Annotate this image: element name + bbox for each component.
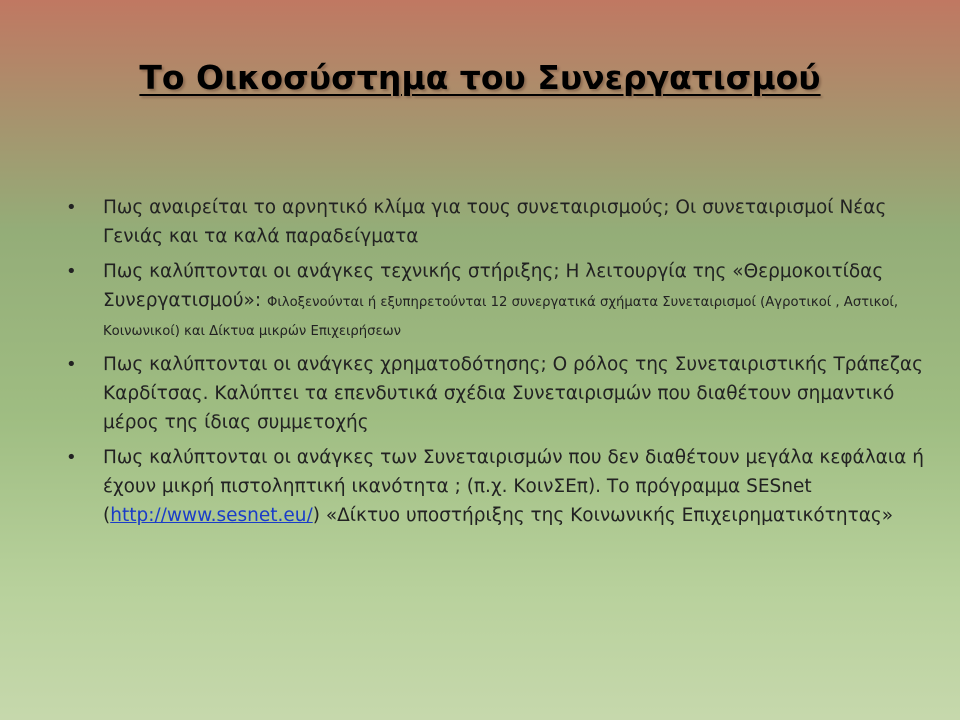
bullet-icon: •: [66, 447, 77, 468]
bullet-list: [66, 193, 928, 536]
bullet-text-after-link: ) «Δίκτυο υποστήριξης της Κοινωνικής Επιχειρηματικότητας»: [312, 505, 894, 526]
bullet-text: Πως καλύπτονται οι ανάγκες των Συνεταιρισμών που δεν διαθέτουν μεγάλα κεφάλαια ή έχουν μικρή πιστοληπτική ικανότητα ; (π.χ. ΚοινΣΕπ). Το πρόγραμμα SESnet (: [103, 447, 924, 526]
bullet-small-text: Φιλοξενούνται ή εξυπηρετούνται 12 συνεργατικά σχήματα Συνεταιρισμοί (Αγροτικοί , Αστικοί, Κοινωνικοί) και Δίκτυα μικρών Επιχειρήσεων: [103, 295, 899, 339]
bullet-item: [66, 350, 928, 437]
bullet-text: Πως αναιρείται το αρνητικό κλίμα για τους συνεταιρισμούς; Οι συνεταιρισμοί Νέας Γενιάς και τα καλά παραδείγματα: [103, 197, 887, 247]
bullet-item: [66, 193, 928, 251]
slide-title: Το Οικοσύστημα του Συνεργατισμού: [139, 58, 821, 97]
bullet-item: [66, 257, 928, 344]
bullet-icon: •: [66, 197, 77, 218]
bullet-item: [66, 443, 928, 530]
bullet-text: Πως καλύπτονται οι ανάγκες τεχνικής στήριξης; Η λειτουργία της «Θερμοκοιτίδας Συνεργατισμού»:: [103, 261, 884, 311]
bullet-icon: •: [66, 354, 77, 375]
bullet-text: Πως καλύπτονται οι ανάγκες χρηματοδότησης; Ο ρόλος της Συνεταιριστικής Τράπεζας Καρδίτσας. Καλύπτει τα επενδυτικά σχέδια Συνεταιρισμών που διαθέτουν σημαντικό μέρος της ίδιας συμμετοχής: [103, 354, 923, 433]
bullet-icon: •: [66, 261, 77, 282]
sesnet-link[interactable]: http://www.sesnet.eu/: [110, 505, 313, 526]
